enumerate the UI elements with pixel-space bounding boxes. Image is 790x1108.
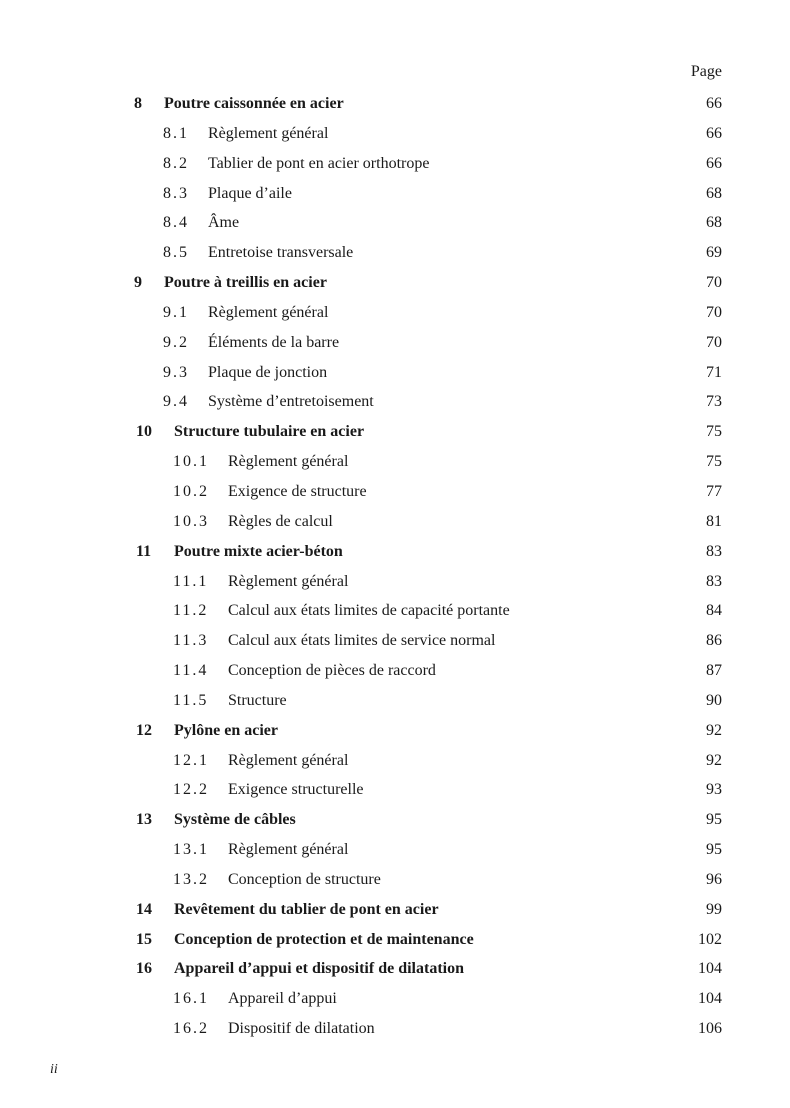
toc-section-row[interactable]	[0, 359, 790, 389]
toc-entry-title: Système de câbles	[174, 811, 296, 829]
toc-entry-page: 75	[706, 453, 722, 471]
toc-entry-page: 86	[706, 632, 722, 650]
toc-entry-page: 96	[706, 870, 722, 888]
toc-entry-title: Exigence de structure	[228, 482, 367, 500]
toc-entry-title: Structure	[228, 691, 287, 709]
toc-chapter-row[interactable]	[0, 717, 790, 747]
toc-section-row[interactable]	[0, 687, 790, 717]
toc-entry-number: 13.2	[173, 870, 209, 888]
toc-entry-title: Éléments de la barre	[208, 333, 340, 351]
toc-entry-title: Entretoise transversale	[208, 244, 354, 262]
toc-entry-number: 9.3	[163, 363, 189, 381]
toc-entry-title: Appareil d’appui	[228, 990, 337, 1008]
toc-entry-page: 75	[706, 423, 722, 441]
toc-entry-page: 92	[706, 751, 722, 769]
toc-entry-number: 9.2	[163, 333, 189, 351]
toc-entry-number: 12.1	[173, 751, 209, 769]
toc-entry-number: 11.4	[173, 662, 209, 680]
toc-entry-number: 8	[134, 95, 142, 112]
toc-entry-title: Règlement général	[208, 124, 329, 142]
toc-entry-number: 9.4	[163, 393, 189, 411]
toc-entry-number: 16.2	[173, 1020, 209, 1038]
toc-entry-number: 9.1	[163, 303, 189, 321]
toc-entry-number: 11.2	[173, 602, 209, 620]
toc-section-row[interactable]	[0, 1015, 790, 1045]
toc-entry-number: 16.1	[173, 990, 209, 1008]
toc-entry-number: 11	[136, 542, 152, 560]
toc-entry-page: 83	[706, 572, 722, 590]
toc-chapter-row[interactable]	[0, 896, 790, 926]
toc-entry-number: 13	[136, 811, 152, 829]
toc-entry-title: Conception de pièces de raccord	[228, 662, 436, 680]
toc-chapter-row[interactable]	[0, 90, 790, 120]
toc-section-row[interactable]	[0, 508, 790, 538]
toc-section-row[interactable]	[0, 747, 790, 777]
toc-chapter-row[interactable]	[0, 418, 790, 448]
toc-entry-page: 99	[706, 900, 722, 918]
toc-chapter-row[interactable]	[0, 269, 790, 299]
toc-section-row[interactable]	[0, 568, 790, 598]
toc-entry-page: 84	[706, 602, 722, 620]
toc-entry-page: 95	[706, 841, 722, 859]
toc-entry-title: Tablier de pont en acier orthotrope	[208, 154, 430, 172]
toc-entry-title: Conception de structure	[228, 870, 381, 888]
toc-entry-title: Poutre caissonnée en acier	[164, 95, 344, 112]
toc-section-row[interactable]	[0, 299, 790, 329]
toc-entry-number: 11.3	[173, 632, 209, 650]
toc-entry-title: Règlement général	[228, 841, 349, 859]
toc-section-row[interactable]	[0, 239, 790, 269]
toc-entry-title: Dispositif de dilatation	[228, 1020, 375, 1038]
toc-entry-number: 9	[134, 274, 142, 292]
toc-section-row[interactable]	[0, 388, 790, 418]
toc-entry-title: Règlement général	[208, 303, 329, 321]
toc-section-row[interactable]	[0, 120, 790, 150]
toc-entry-title: Plaque d’aile	[208, 184, 292, 202]
toc-entry-number: 8.4	[163, 214, 189, 232]
footer-page-number: ii	[50, 1062, 58, 1077]
toc-entry-number: 15	[136, 930, 152, 948]
toc-section-row[interactable]	[0, 657, 790, 687]
toc-entry-title: Exigence structurelle	[228, 781, 364, 799]
toc-section-row[interactable]	[0, 776, 790, 806]
toc-entry-number: 12	[136, 721, 152, 739]
toc-section-row[interactable]	[0, 478, 790, 508]
toc-entry-page: 83	[706, 542, 722, 560]
toc-entry-page: 95	[706, 811, 722, 829]
toc-entry-page: 106	[698, 1020, 722, 1038]
toc-entry-title: Poutre mixte acier-béton	[174, 542, 343, 560]
toc-entry-title: Plaque de jonction	[208, 363, 328, 381]
toc-section-row[interactable]	[0, 627, 790, 657]
toc-entry-number: 8.2	[163, 154, 189, 172]
toc-section-row[interactable]	[0, 448, 790, 478]
toc-entry-page: 90	[706, 691, 722, 709]
toc-entry-page: 102	[698, 930, 722, 948]
toc-entry-page: 66	[706, 154, 722, 172]
toc-entry-page: 81	[706, 512, 722, 530]
toc-entry-page: 70	[706, 333, 722, 351]
toc-entry-page: 104	[698, 960, 722, 978]
toc-entry-title: Système d’entretoisement	[208, 393, 374, 411]
toc-entry-page: 93	[706, 781, 722, 799]
toc-entry-page: 92	[706, 721, 722, 739]
toc-section-row[interactable]	[0, 866, 790, 896]
toc-entry-title: Appareil d’appui et dispositif de dilatation	[174, 960, 464, 978]
toc-chapter-row[interactable]	[0, 806, 790, 836]
toc-entry-page: 71	[706, 363, 722, 381]
toc-entry-number: 12.2	[173, 781, 209, 799]
toc-section-row[interactable]	[0, 329, 790, 359]
toc-entry-number: 10.3	[173, 512, 209, 530]
toc-entry-page: 70	[706, 274, 722, 292]
toc-chapter-row[interactable]	[0, 955, 790, 985]
page-column-label: Page	[690, 63, 722, 80]
toc-entry-page: 66	[706, 95, 722, 112]
toc-entry-number: 8.3	[163, 184, 189, 202]
toc-entry-title: Revêtement du tablier de pont en acier	[174, 900, 439, 918]
toc-section-row[interactable]	[0, 985, 790, 1015]
toc-entry-page: 68	[706, 214, 722, 232]
toc-entry-title: Règles de calcul	[228, 512, 333, 530]
toc-entry-page: 104	[698, 990, 722, 1008]
toc-entry-number: 8.1	[163, 124, 189, 142]
toc-entry-page: 68	[706, 184, 722, 202]
toc-chapter-row[interactable]	[0, 538, 790, 568]
toc-entry-title: Structure tubulaire en acier	[174, 423, 365, 441]
toc-entry-title: Règlement général	[228, 572, 349, 590]
toc-entry-page: 77	[706, 482, 722, 500]
toc-entry-title: Âme	[208, 214, 240, 232]
toc-entry-number: 10.1	[173, 453, 209, 471]
toc-entry-number: 13.1	[173, 841, 209, 859]
toc-entry-title: Calcul aux états limites de capacité portante	[228, 602, 510, 620]
table-of-contents	[0, 90, 790, 1045]
toc-entry-number: 10	[136, 423, 152, 441]
toc-entry-title: Calcul aux états limites de service normal	[228, 632, 496, 650]
toc-entry-number: 10.2	[173, 482, 209, 500]
toc-entry-number: 11.5	[173, 691, 209, 709]
toc-section-row[interactable]	[0, 150, 790, 180]
toc-entry-title: Règlement général	[228, 751, 349, 769]
toc-entry-title: Règlement général	[228, 453, 349, 471]
toc-section-row[interactable]	[0, 597, 790, 627]
toc-entry-title: Conception de protection et de maintenance	[174, 930, 474, 948]
toc-entry-page: 73	[706, 393, 722, 411]
toc-entry-page: 87	[706, 662, 722, 680]
toc-chapter-row[interactable]	[0, 926, 790, 956]
toc-entry-page: 70	[706, 303, 722, 321]
toc-entry-number: 8.5	[163, 244, 189, 262]
toc-entry-number: 14	[136, 900, 152, 918]
toc-entry-number: 16	[136, 960, 152, 978]
toc-entry-page: 69	[706, 244, 722, 262]
toc-section-row[interactable]	[0, 836, 790, 866]
toc-entry-number: 11.1	[173, 572, 209, 590]
toc-section-row[interactable]	[0, 209, 790, 239]
toc-entry-title: Pylône en acier	[174, 721, 278, 739]
toc-section-row[interactable]	[0, 180, 790, 210]
toc-entry-page: 66	[706, 124, 722, 142]
toc-entry-title: Poutre à treillis en acier	[164, 274, 327, 292]
